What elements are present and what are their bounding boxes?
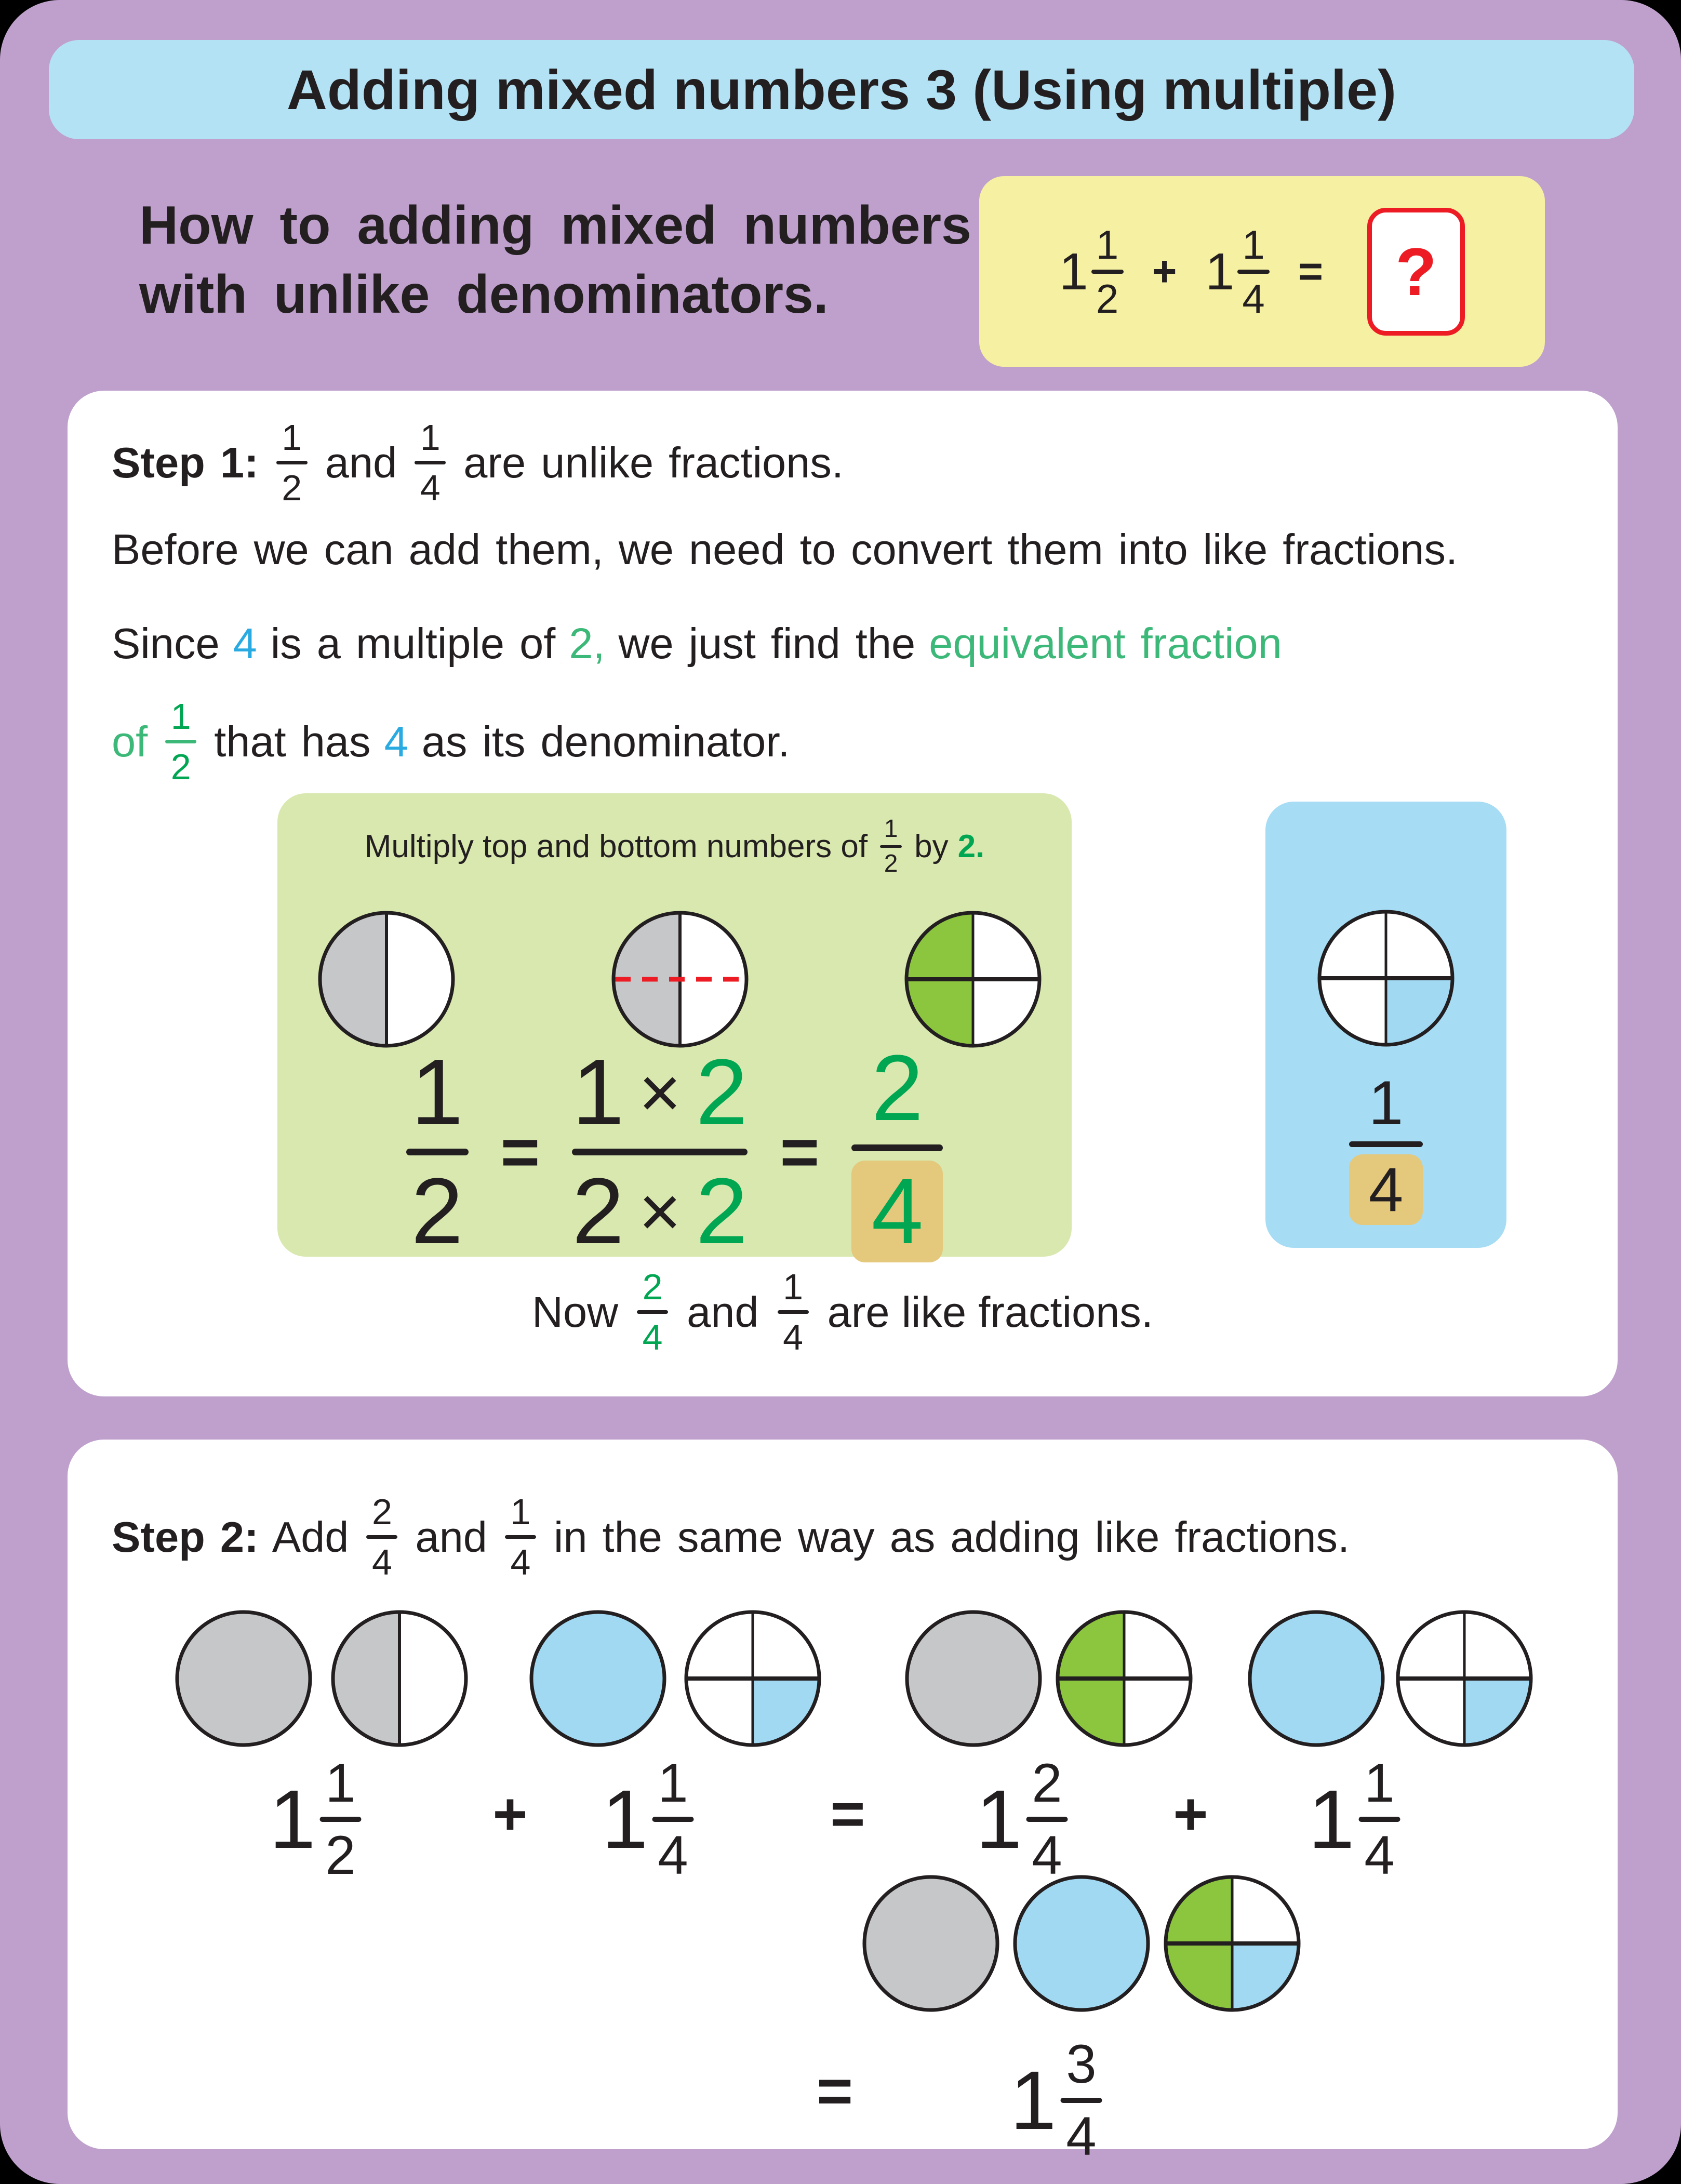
fraction-bar: [1091, 270, 1124, 274]
fraction-bar: [1349, 1141, 1423, 1147]
number-four-blue: 4: [384, 717, 408, 766]
fraction-one-fourth: 1 4: [505, 1494, 536, 1580]
fraction-bar: [366, 1535, 397, 1539]
step1-line2: Before we can add them, we need to convert them into like fractions.: [112, 525, 1458, 574]
fraction-bar: [406, 1149, 469, 1155]
plus-operator: +: [1152, 247, 1177, 295]
fraction-one-fourth: 1 4: [652, 1756, 693, 1883]
green-panel-circles: [316, 909, 1043, 1049]
fraction-one-fourth: 1 4: [1237, 224, 1270, 319]
mixed-number-one-and-two-fourths: 1 2 4: [976, 1756, 1068, 1883]
fraction-one-half-green: 1 2: [165, 698, 196, 785]
result-circles-row: [861, 1873, 1302, 2014]
plus-operator: +: [492, 1781, 528, 1847]
fraction-circle-one-fourth-blue: [1394, 1608, 1535, 1749]
fraction-multiply-work: 1 × 2 2 × 2: [572, 1040, 748, 1263]
mixed-number-one-and-quarter: 1 1 4: [602, 1756, 694, 1883]
page-title: Adding mixed numbers 3 (Using multiple): [286, 58, 1397, 121]
intro-line-2: with unlike denominators.: [139, 264, 829, 325]
fraction-bar: [778, 1310, 809, 1314]
fraction-bar: [572, 1149, 748, 1155]
fraction-two-fourths: 2 4: [851, 1042, 943, 1262]
fraction-circle-one-whole-blue: [1246, 1608, 1386, 1749]
like-fractions-line: Now 2 4 and 1 4 are like fractions.: [532, 1267, 1153, 1357]
number-two-green: 2,: [569, 619, 605, 668]
fraction-bar: [319, 1817, 361, 1822]
fraction-bar: [505, 1535, 536, 1539]
step1-line4: of 1 2 that has 4 as its denominator.: [112, 696, 790, 787]
fraction-one-fourth: 1 4: [1358, 1756, 1400, 1883]
step2-card: [68, 1440, 1618, 2167]
fraction-circle-one-half-gray: [316, 909, 457, 1049]
fraction-one-fourth: 1 4: [1349, 1072, 1423, 1225]
fraction-circle-one-whole-gray: [861, 1873, 1001, 2014]
step2-line1: Step 2: Add 2 4 and 1 4 in the same way as adding like fractions.: [112, 1491, 1350, 1582]
mixed-number-one-and-quarter: 1 1 4: [1309, 1756, 1400, 1883]
fraction-two-fourths-green: 2 4: [637, 1269, 668, 1355]
fraction-circle-one-fourth-blue: [1316, 908, 1456, 1048]
fraction-circle-one-half-gray-split: [610, 909, 750, 1049]
times-operator: ×: [638, 1170, 682, 1252]
fraction-bar: [1237, 270, 1270, 274]
one-fourth-panel: [1265, 802, 1506, 1248]
times-operator: ×: [638, 1051, 682, 1133]
answer-placeholder-box: [1367, 208, 1465, 336]
equivalent-fraction-panel: [277, 793, 1072, 1263]
problem-box: [979, 176, 1545, 367]
step2-label: Step 2:: [112, 1513, 259, 1561]
fraction-bar: [652, 1817, 693, 1822]
fraction-two-fourths: 2 4: [366, 1494, 397, 1580]
plus-operator: +: [1173, 1781, 1208, 1847]
denominator-highlighted: 4: [1349, 1154, 1423, 1225]
fraction-bar: [165, 740, 196, 743]
mixed-number-one-and-half: 1 1 2: [270, 1756, 362, 1883]
multiplier-two: 2.: [957, 829, 985, 864]
title-banner: [49, 40, 1634, 139]
fraction-circle-one-whole-blue: [528, 1608, 668, 1749]
fraction-circle-one-fourth-blue: [683, 1608, 823, 1749]
mixed-number-one-and-quarter: 1 1 4: [1206, 224, 1270, 319]
fraction-one-half: 1 2: [319, 1756, 361, 1883]
fraction-bar: [1026, 1817, 1068, 1822]
fraction-bar: [415, 461, 446, 464]
equivalent-fraction-highlight: equivalent fraction: [929, 619, 1282, 668]
fraction-one-half: 1 2: [276, 419, 308, 506]
step1-card: [68, 391, 1618, 1396]
step1-line3: Since 4 is a multiple of 2, we just find the equivalent fraction: [112, 619, 1282, 668]
intro-line-1: How to adding mixed numbers: [139, 195, 971, 256]
equals-operator: =: [780, 1114, 820, 1190]
fraction-three-fourths: 3 4: [1060, 2037, 1102, 2164]
fraction-circle-one-whole-gray: [174, 1608, 314, 1749]
fraction-one-fourth: 1 4: [415, 419, 446, 506]
fraction-bar: [276, 461, 308, 464]
mixed-number-one-and-half: 1 1 2: [1059, 224, 1124, 319]
addition-circles-row: [174, 1608, 1535, 1749]
fraction-one-half: 1 2: [880, 817, 902, 876]
fraction-circle-three-fourths-green-blue: [1162, 1873, 1302, 2014]
fraction-bar: [880, 845, 902, 848]
mixed-number-one-and-three-fourths: 1 3 4: [1010, 2037, 1102, 2164]
fraction-two-fourths: 2 4: [1026, 1756, 1068, 1883]
fraction-bar: [1358, 1817, 1400, 1822]
fraction-one-half: 1 2: [406, 1046, 469, 1258]
fraction-circle-two-fourths-green: [903, 909, 1043, 1049]
fraction-circle-one-whole-gray: [903, 1608, 1044, 1749]
equals-operator: =: [500, 1114, 540, 1190]
blue-panel-circle: [1265, 908, 1506, 1048]
intro-text: [139, 191, 971, 329]
fraction-circle-one-half-gray: [329, 1608, 470, 1749]
denominator-highlighted: 4: [851, 1161, 943, 1262]
fraction-bar: [851, 1144, 943, 1151]
equals-operator: =: [1298, 247, 1324, 295]
step1-label: Step 1:: [112, 438, 259, 487]
green-panel-equation: [277, 1035, 1072, 1263]
fraction-circle-one-whole-blue: [1011, 1873, 1152, 2014]
fraction-bar: [637, 1310, 668, 1314]
equals-operator: =: [816, 2056, 853, 2126]
step1-line1: Step 1: 1 2 and 1 4 are unlike fractions.: [112, 417, 844, 508]
number-four-blue: 4: [233, 619, 257, 668]
fraction-one-fourth: 1 4: [778, 1269, 809, 1355]
fraction-bar: [1060, 2098, 1102, 2103]
fraction-circle-two-fourths-green: [1054, 1608, 1194, 1749]
equals-operator: =: [830, 1781, 865, 1847]
fraction-one-half: 1 2: [1091, 224, 1124, 319]
green-panel-caption: Multiply top and bottom numbers of 1 2 by 2.: [364, 815, 985, 877]
question-mark: ?: [1395, 233, 1437, 310]
